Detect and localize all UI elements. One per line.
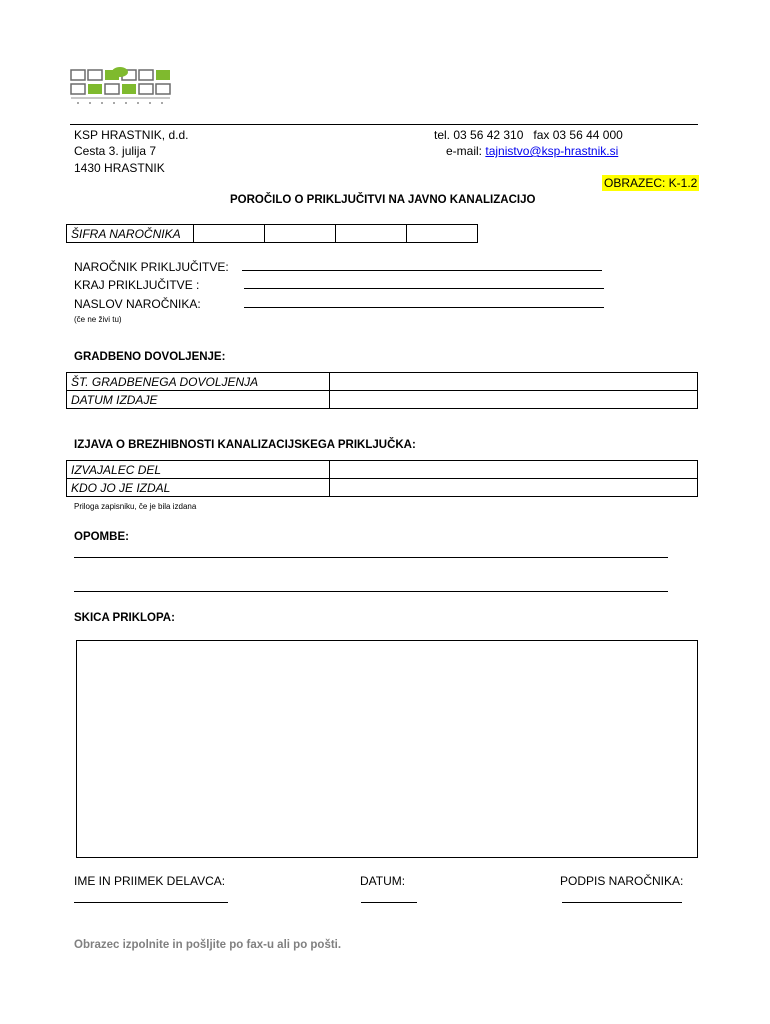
company-city: 1430 HRASTNIK [74,161,165,175]
connection-place-label: KRAJ PRIKLJUČITVE : [74,278,200,292]
worker-name-field[interactable] [74,902,228,903]
connection-place-field[interactable] [244,288,604,289]
document-title: POROČILO O PRIKLJUČITVI NA JAVNO KANALIZACIJO [230,194,536,206]
date-label: DATUM: [360,874,406,888]
permit-number-label: ŠT. GRADBENEGA DOVOLJENJA [67,373,330,391]
email-label: e-mail: [446,144,483,158]
phone-fax: tel. 03 56 42 310 fax 03 56 44 000 [434,128,623,142]
customer-code-label: ŠIFRA NAROČNIKA [67,225,194,243]
company-logo [68,62,174,106]
statement-table [66,460,698,497]
contractor-field[interactable] [330,461,698,479]
customer-address-note: (če ne živi tu) [74,315,122,324]
sketch-area[interactable] [76,640,698,858]
email-line [446,144,618,158]
permit-date-label: DATUM IZDAJE [67,391,330,409]
company-name: KSP HRASTNIK, d.d. [74,128,189,142]
company-street: Cesta 3. julija 7 [74,144,157,158]
customer-code-cell-1[interactable] [194,225,265,243]
customer-code-cell-4[interactable] [407,225,478,243]
permit-number-field[interactable] [330,373,698,391]
statement-heading: IZJAVA O BREZHIBNOSTI KANALIZACIJSKEGA PRIKLJUČKA: [74,439,416,451]
permit-date-field[interactable] [330,391,698,409]
contractor-label: IZVAJALEC DEL [67,461,330,479]
notes-heading: OPOMBE: [74,531,129,543]
notes-line-2[interactable] [74,591,668,592]
customer-signature-field[interactable] [562,902,682,903]
worker-name-label: IME IN PRIIMEK DELAVCA: [74,874,226,888]
permit-table [66,372,698,409]
issuer-label: KDO JO JE IZDAL [67,479,330,497]
date-field[interactable] [361,902,417,903]
sketch-heading: SKICA PRIKLOPA: [74,612,175,624]
customer-signature-label: PODPIS NAROČNIKA: [560,874,684,888]
customer-code-cell-3[interactable] [336,225,407,243]
customer-address-label: NASLOV NAROČNIKA: [74,297,201,311]
issuer-field[interactable] [330,479,698,497]
customer-code-table [66,224,478,243]
permit-heading: GRADBENO DOVOLJENJE: [74,351,226,363]
connection-customer-field[interactable] [242,270,602,271]
form-code [602,176,699,190]
footer-instruction: Obrazec izpolnite in pošljite po fax-u ali po pošti. [74,939,342,951]
customer-address-field[interactable] [244,307,604,308]
header-rule [70,124,698,125]
attachment-note: Priloga zapisniku, če je bila izdana [74,502,197,511]
connection-customer-label: NAROČNIK PRIKLJUČITVE: [74,260,229,274]
notes-line-1[interactable] [74,557,668,558]
form-code-text: OBRAZEC: K-1.2 [604,176,698,190]
email-link[interactable]: tajnistvo@ksp-hrastnik.si [485,144,619,158]
customer-code-cell-2[interactable] [265,225,336,243]
